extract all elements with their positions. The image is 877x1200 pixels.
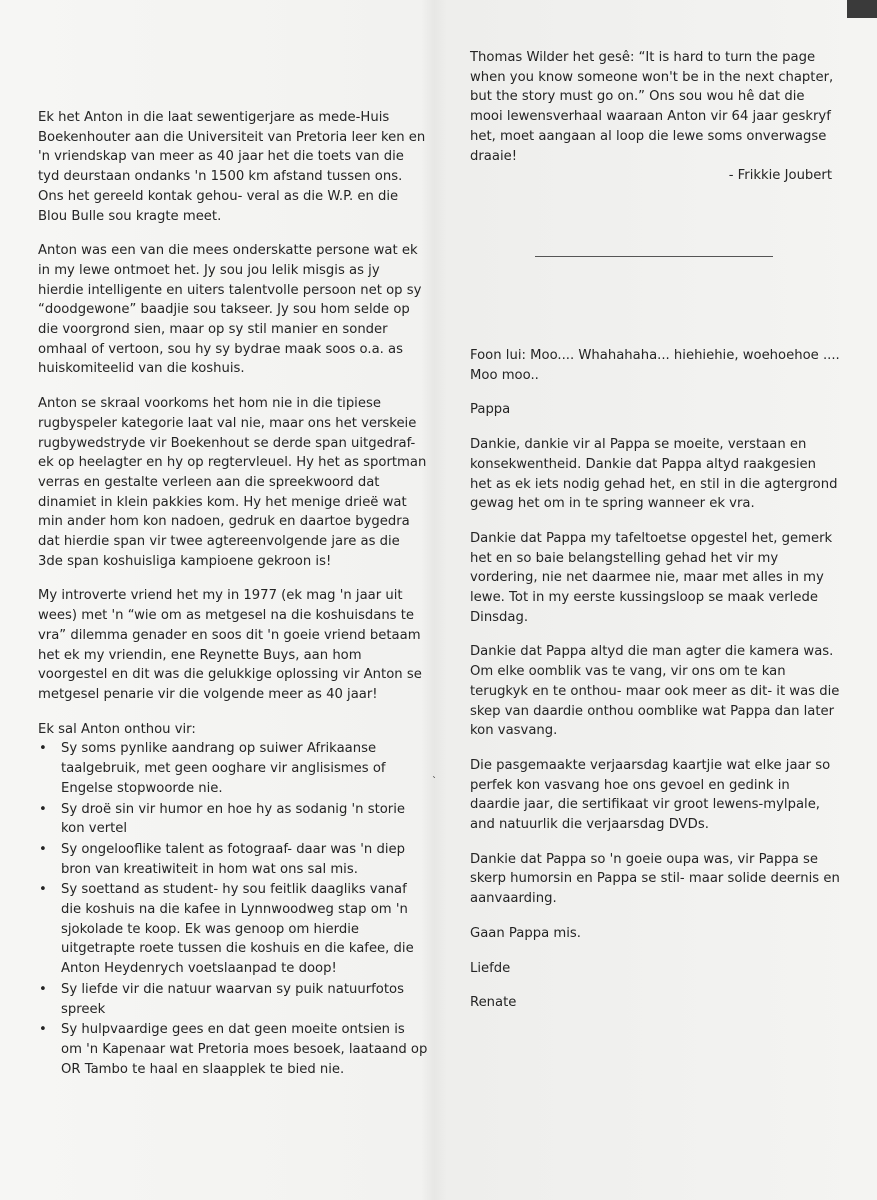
stray-mark: ` xyxy=(432,776,437,787)
signoff: Liefde xyxy=(470,960,511,976)
left-paragraph-1: Ek het Anton in die laat sewentigerjare as mede-Huis Boekenhouter aan die Universiteit van Pretoria leer ken en 'n vriendskap van meer as 40 jaar het die toets van die tyd deurstaan ondanks 'n 1500 km afstand tussen ons. Ons het gereeld kontak gehou- veral as die W.P. en die Blou Bulle sou kragte meet. xyxy=(38,110,426,224)
left-column xyxy=(38,108,428,1080)
left-paragraph-3: Anton se skraal voorkoms het hom nie in die tipiese rugbyspeler kategorie laat val nie, maar ons het verskeie rugbywedstryde vir Boekenhout se derde span uitgedraf- ek op heelagter en hy op regtervleuel. Hy het as sportman verras en gestalte verleen aan die spreekwoord dat dinamiet in klein pakkies kom. Hy het menige drieë wat min ander hom kon nadoen, gedruk en daartoe bygedra dat hierdie span vir twee agtereenvolgende jare as die 3de span koshuisliga kampioene gekroon is! xyxy=(38,396,427,569)
signoff-name: Renate xyxy=(470,995,517,1011)
list-item: • Sy soms pynlike aandrang op suiwer Afrikaanse taalgebruik, met geen ooghare vir anglisismes of Engelse stopwoorde nie. xyxy=(38,739,428,798)
card-paragraph: Die pasgemaakte verjaarsdag kaartjie wat elke jaar so perfek kon vasvang hoe ons gevoel en gedink in daardie jaar, die sertifikaat vir groot lewens-mylpale, and natuurlik die verjaarsdag DVDs. xyxy=(470,757,831,833)
right-column-top xyxy=(470,48,840,186)
memory-list xyxy=(38,739,428,1079)
list-item: • Sy droë sin vir humor en hoe hy as sodanig 'n storie kon vertel xyxy=(38,800,428,839)
list-item: • Sy ongelooflike talent as fotograaf- daar was 'n diep bron van kreatiwiteit in hom wat ons sal mis. xyxy=(38,840,428,879)
section-divider xyxy=(535,256,773,257)
left-paragraph-4: My introverte vriend het my in 1977 (ek mag 'n jaar uit wees) met 'n “wie om as metgesel na die koshuisdans te vra” dilemma genader en soos dit 'n goeie vriend betaam het ek my vriendin, ene Reynette Buys, aan hom voorgestel en dit was die gelukkige oplossing vir Anton se metgesel penarie vir die volgende meer as 40 jaar! xyxy=(38,588,422,702)
phone-paragraph: Foon lui: Moo.... Whahahaha... hiehiehie, woehoehoe .... Moo moo.. xyxy=(470,348,840,383)
list-item: • Sy hulpvaardige gees en dat geen moeite ontsien is om 'n Kapenaar wat Pretoria moes besoek, laataand op OR Tambo te haal en slaapplek te bied nie. xyxy=(38,1020,428,1079)
quote-paragraph: Thomas Wilder het gesê: “It is hard to turn the page when you know someone won't be in the next chapter, but the story must go on.” Ons sou wou hê dat die mooi lewensverhaal waaraan Anton vir 64 jaar geskryf het, moet aangaan al loop die lewe soms onverwagse draaie! xyxy=(470,50,834,164)
signature-frikkie: - Frikkie Joubert xyxy=(728,168,832,184)
scan-corner-mark xyxy=(847,0,877,18)
camera-paragraph: Dankie dat Pappa altyd die man agter die kamera was. Om elke oomblik vas te vang, vir ons om te kan terugkyk en te onthou- maar ook meer as dit- it was die skep van daardie onthou oomblike wat Pappa dan later kon vasvang. xyxy=(470,644,840,739)
list-intro: Ek sal Anton onthou vir: xyxy=(38,721,196,737)
right-column-letter xyxy=(470,346,840,1028)
list-item: • Sy liefde vir die natuur waarvan sy puik natuurfotos spreek xyxy=(38,980,428,1019)
list-item: • Sy soettand as student- hy sou feitlik daagliks vanaf die koshuis na die kafee in Lynnwoodweg stap om 'n sjokolade te koop. Ek was genoop om hierdie uitgetrapte roete tussen die koshuis en die kafee, die Anton Heydenrych voetslaanpad te doop! xyxy=(38,880,428,979)
oupa-paragraph: Dankie dat Pappa so 'n goeie oupa was, vir Pappa se skerp humorsin en Pappa se stil- maar solide deernis en aanvaarding. xyxy=(470,851,840,907)
greeting: Pappa xyxy=(470,402,511,418)
closing-line: Gaan Pappa mis. xyxy=(470,925,581,941)
letter-paragraph-1: Dankie, dankie vir al Pappa se moeite, verstaan en konsekwentheid. Dankie dat Pappa altyd raakgesien het as ek iets nodig gehad het, en stil in die agtergrond gewag het om in te spring wanneer ek vra. xyxy=(470,437,838,512)
left-paragraph-2: Anton was een van die mees onderskatte persone wat ek in my lewe ontmoet het. Jy sou jou lelik misgis as jy hierdie intelligente en uiters talentvolle persoon net op sy “doodgewone” baadjie sou takseer. Jy sou hom selde op die voorgrond sien, maar op sy stil manier en sonder omhaal of vertoon, sou hy sy bydrae maak soos o.a. as huiskomiteelid van die koshuis. xyxy=(38,243,422,377)
letter-paragraph-2: Dankie dat Pappa my tafeltoetse opgestel het, gemerk het en so baie belangstelling gehad het vir my vordering, nie net daarmee nie, maar met alles in my lewe. Tot in my eerste kussingsloop se maak verlede Dinsdag. xyxy=(470,530,833,625)
